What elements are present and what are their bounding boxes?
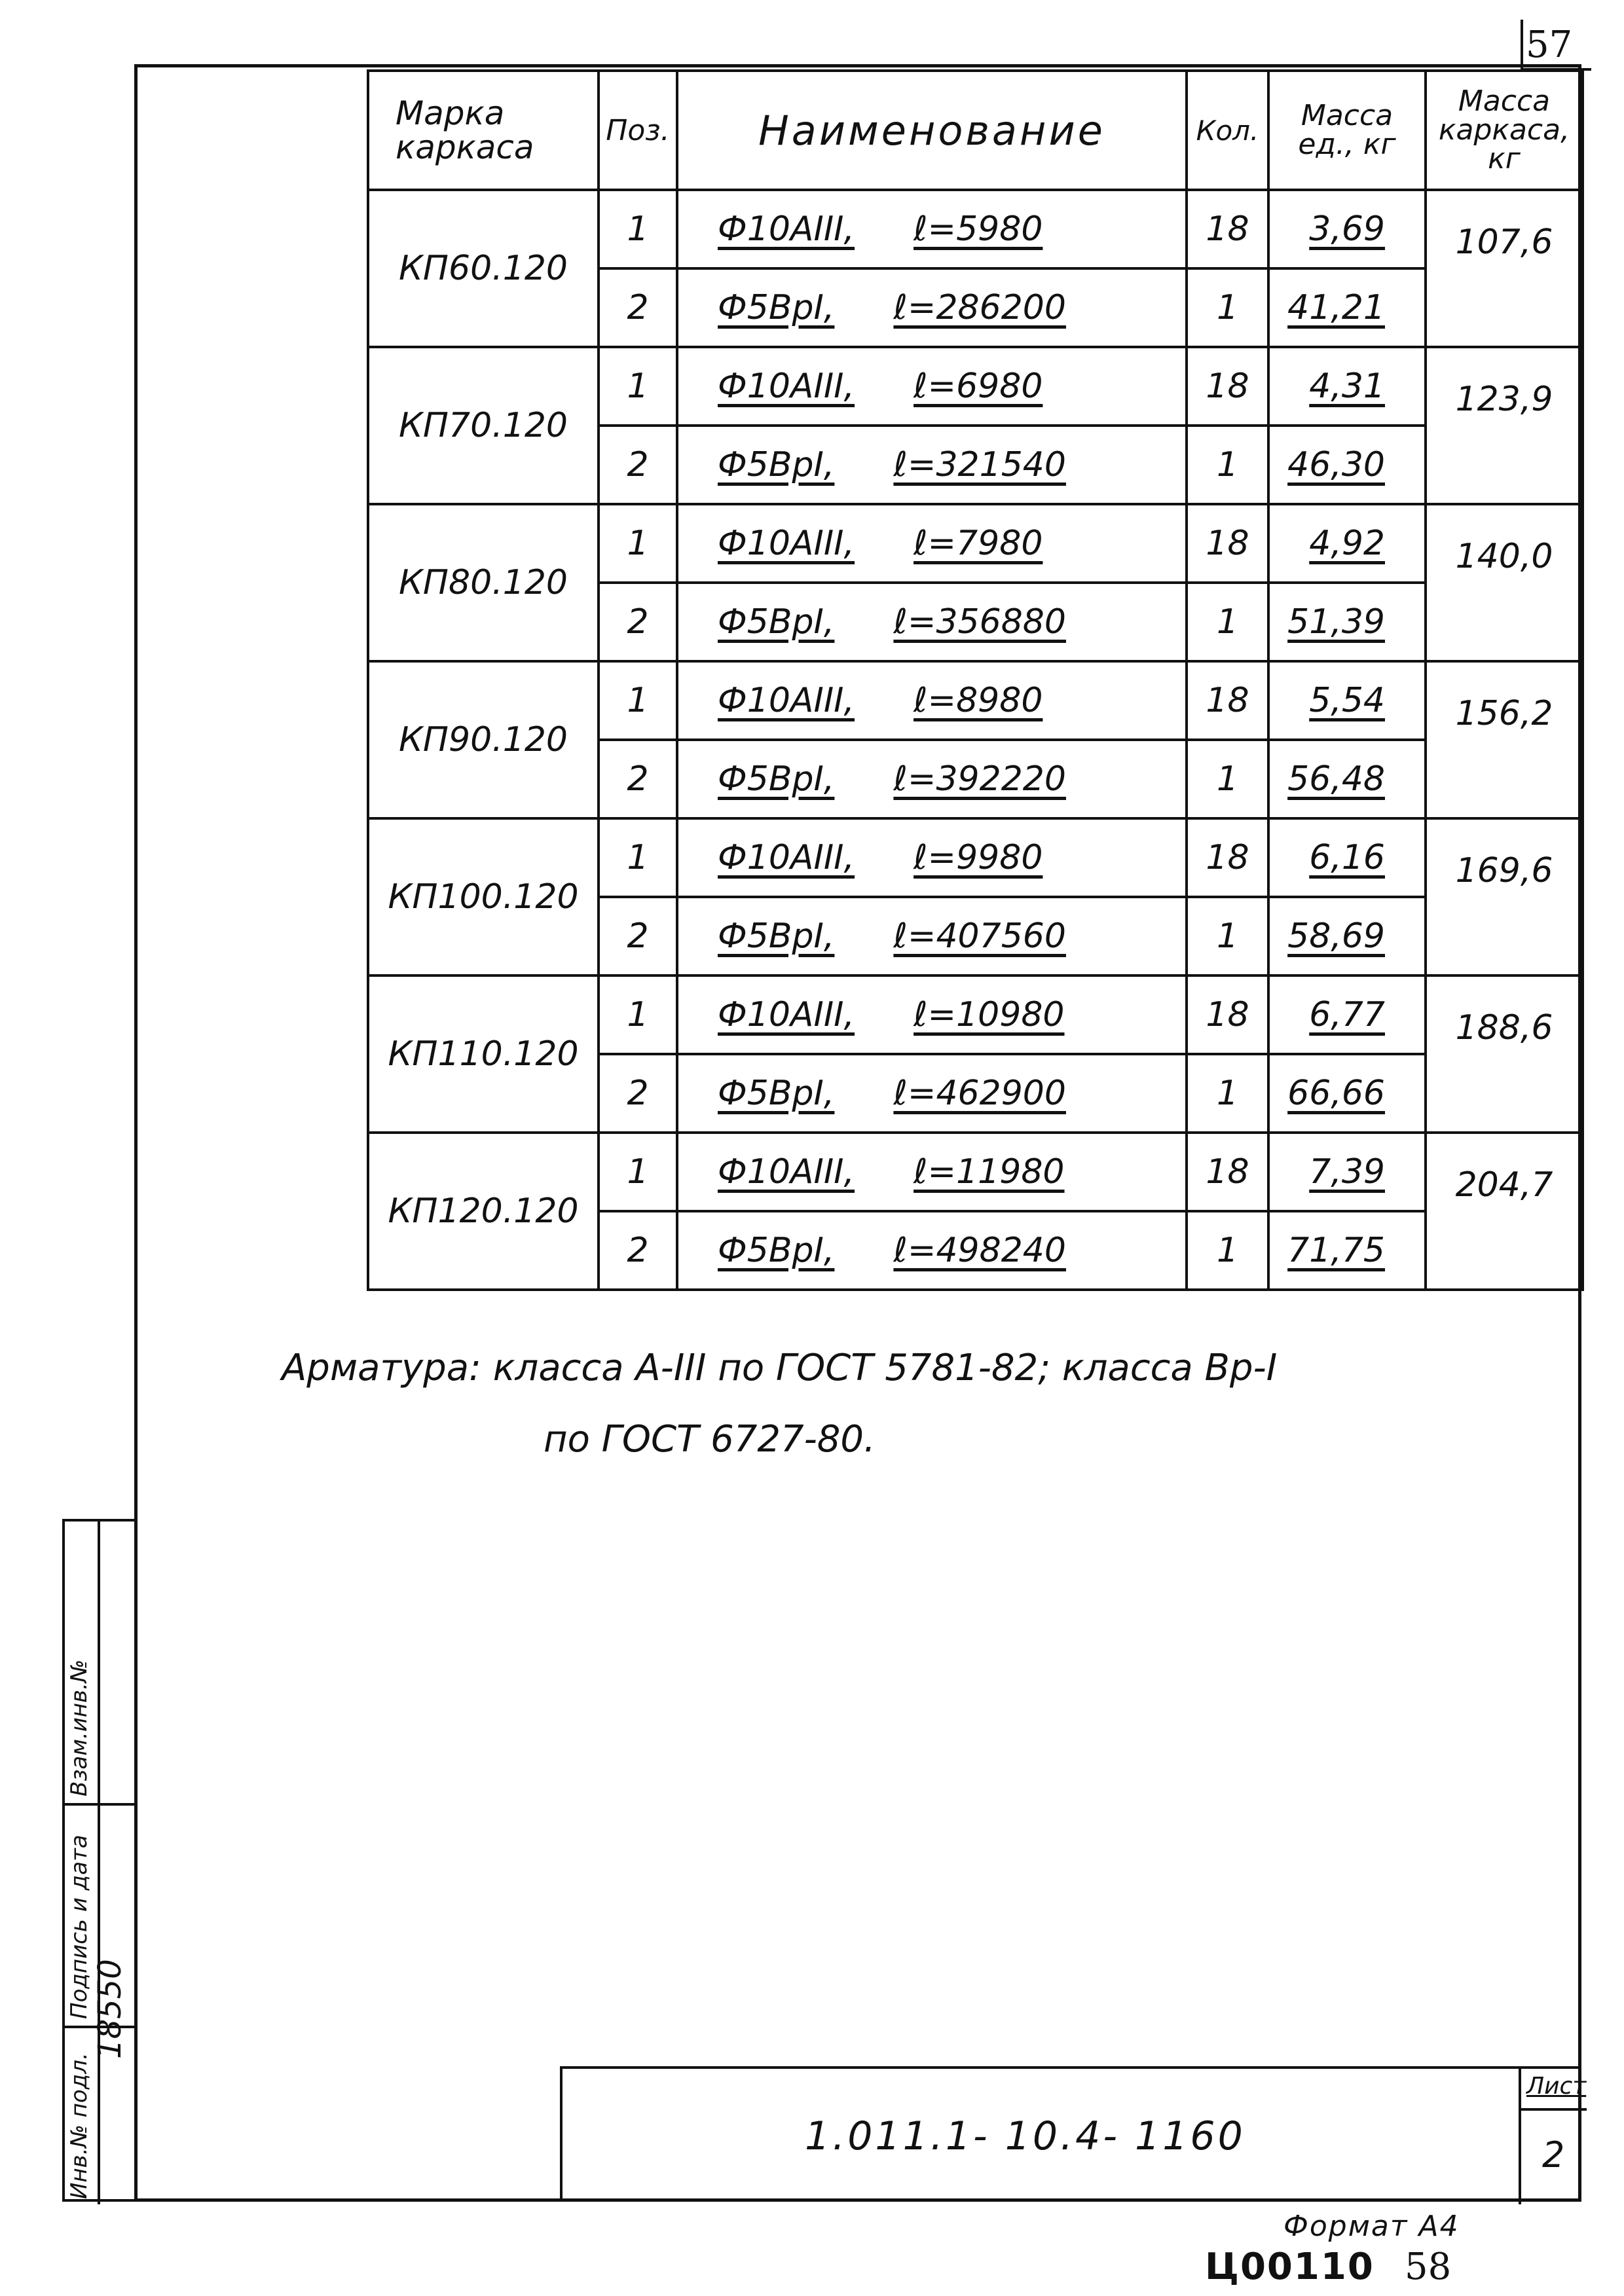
table-row bbox=[368, 504, 1583, 583]
bar-spec: Ф5ВрI, bbox=[718, 917, 835, 956]
bar-length: ℓ=392220 bbox=[893, 759, 1066, 799]
cell-mark: КП110.120 bbox=[368, 975, 599, 1133]
header-mass-unit: Масса ед., кг bbox=[1268, 71, 1426, 190]
cell-mass-unit: 66,66 bbox=[1268, 1054, 1426, 1133]
cell-pos: 2 bbox=[599, 268, 677, 347]
header-qty: Кол. bbox=[1187, 71, 1268, 190]
cell-mass-unit: 41,21 bbox=[1268, 268, 1426, 347]
bar-spec: Ф10АIII, bbox=[718, 1152, 855, 1192]
cell-name bbox=[677, 1211, 1187, 1290]
cell-mass-unit: 71,75 bbox=[1268, 1211, 1426, 1290]
header-mark: Марка каркаса bbox=[368, 71, 599, 190]
bar-spec: Ф5ВрI, bbox=[718, 759, 835, 799]
table-row bbox=[368, 975, 1583, 1054]
bar-length: ℓ=498240 bbox=[893, 1231, 1066, 1270]
table-row bbox=[368, 347, 1583, 426]
cell-name bbox=[677, 740, 1187, 818]
archive-code: Ц00110 bbox=[1205, 2246, 1375, 2288]
bar-spec: Ф10АIII, bbox=[718, 681, 855, 720]
bar-spec: Ф5ВрI, bbox=[718, 445, 835, 484]
sheet-divider bbox=[1521, 2108, 1587, 2111]
cell-mass-frame: 169,6 bbox=[1426, 818, 1583, 975]
cell-mass-frame: 204,7 bbox=[1426, 1133, 1583, 1290]
cell-pos: 1 bbox=[599, 1133, 677, 1211]
sheet-number: 2 bbox=[1542, 2134, 1565, 2176]
cell-pos: 2 bbox=[599, 1211, 677, 1290]
cell-qty: 1 bbox=[1187, 583, 1268, 661]
table-row bbox=[368, 661, 1583, 740]
title-block bbox=[560, 2066, 1587, 2202]
cell-mass-frame: 107,6 bbox=[1426, 190, 1583, 347]
bar-spec: Ф10АIII, bbox=[718, 210, 855, 249]
cell-name bbox=[677, 1054, 1187, 1133]
bar-length: ℓ=462900 bbox=[893, 1074, 1066, 1113]
bar-length: ℓ=11980 bbox=[913, 1152, 1065, 1192]
cell-mass-unit: 7,39 bbox=[1268, 1133, 1426, 1211]
cell-qty: 1 bbox=[1187, 897, 1268, 975]
cell-pos: 2 bbox=[599, 583, 677, 661]
table-row bbox=[368, 818, 1583, 897]
sheet-label: Лист bbox=[1526, 2073, 1587, 2100]
bar-spec: Ф5ВрI, bbox=[718, 1231, 835, 1270]
bar-length: ℓ=356880 bbox=[893, 602, 1066, 642]
cell-qty: 18 bbox=[1187, 504, 1268, 583]
side-strip bbox=[62, 1519, 134, 2202]
cell-name bbox=[677, 190, 1187, 268]
table-header-row bbox=[368, 71, 1583, 190]
note-line: по ГОСТ 6727-80. bbox=[544, 1418, 876, 1461]
cell-pos: 2 bbox=[599, 426, 677, 504]
cell-qty: 1 bbox=[1187, 268, 1268, 347]
cell-name bbox=[677, 897, 1187, 975]
cell-pos: 2 bbox=[599, 897, 677, 975]
cell-pos: 1 bbox=[599, 818, 677, 897]
bar-spec: Ф5ВрI, bbox=[718, 288, 835, 327]
cell-qty: 18 bbox=[1187, 975, 1268, 1054]
cell-name bbox=[677, 268, 1187, 347]
cell-name bbox=[677, 426, 1187, 504]
bar-length: ℓ=407560 bbox=[893, 917, 1066, 956]
strip-label-inv: Инв.№ подл. bbox=[66, 2052, 92, 2199]
bar-length: ℓ=6980 bbox=[913, 367, 1043, 406]
corner-line bbox=[1521, 20, 1523, 69]
cell-mark: КП90.120 bbox=[368, 661, 599, 818]
cell-qty: 18 bbox=[1187, 190, 1268, 268]
inventory-number: 18550 bbox=[92, 1959, 128, 2059]
cell-pos: 1 bbox=[599, 661, 677, 740]
cell-mass-unit: 58,69 bbox=[1268, 897, 1426, 975]
bar-spec: Ф5ВрI, bbox=[718, 602, 835, 642]
bar-length: ℓ=321540 bbox=[893, 445, 1066, 484]
header-name: Наименование bbox=[677, 71, 1187, 190]
strip-label-replace: Взам.инв.№ bbox=[66, 1659, 92, 1796]
bar-spec: Ф10АIII, bbox=[718, 995, 855, 1034]
cell-pos: 1 bbox=[599, 975, 677, 1054]
cell-qty: 18 bbox=[1187, 1133, 1268, 1211]
sheet-box bbox=[1519, 2069, 1587, 2204]
cell-mass-frame: 156,2 bbox=[1426, 661, 1583, 818]
cell-name bbox=[677, 818, 1187, 897]
cell-mark: КП100.120 bbox=[368, 818, 599, 975]
archive-page-number: 58 bbox=[1405, 2246, 1452, 2288]
cell-name bbox=[677, 504, 1187, 583]
table-row bbox=[368, 1133, 1583, 1211]
note bbox=[282, 1332, 1277, 1475]
cell-pos: 1 bbox=[599, 190, 677, 268]
bar-length: ℓ=286200 bbox=[893, 288, 1066, 327]
bar-length: ℓ=9980 bbox=[913, 838, 1043, 877]
cell-mass-unit: 56,48 bbox=[1268, 740, 1426, 818]
cell-mass-frame: 140,0 bbox=[1426, 504, 1583, 661]
cell-qty: 18 bbox=[1187, 818, 1268, 897]
table-row bbox=[368, 190, 1583, 268]
cell-pos: 1 bbox=[599, 504, 677, 583]
cell-qty: 1 bbox=[1187, 426, 1268, 504]
cell-pos: 2 bbox=[599, 740, 677, 818]
cell-mark: КП60.120 bbox=[368, 190, 599, 347]
cell-name bbox=[677, 975, 1187, 1054]
cell-qty: 1 bbox=[1187, 1054, 1268, 1133]
bar-length: ℓ=5980 bbox=[913, 210, 1043, 249]
cell-mass-unit: 6,16 bbox=[1268, 818, 1426, 897]
bar-spec: Ф10АIII, bbox=[718, 367, 855, 406]
cell-name bbox=[677, 1133, 1187, 1211]
note-line: Арматура: класса А-III по ГОСТ 5781-82; класса Вр-I bbox=[282, 1347, 1278, 1389]
cell-qty: 1 bbox=[1187, 1211, 1268, 1290]
cell-mass-unit: 3,69 bbox=[1268, 190, 1426, 268]
cell-mass-frame: 188,6 bbox=[1426, 975, 1583, 1133]
cell-mass-unit: 46,30 bbox=[1268, 426, 1426, 504]
cell-qty: 18 bbox=[1187, 661, 1268, 740]
cell-mass-unit: 4,31 bbox=[1268, 347, 1426, 426]
strip-divider bbox=[65, 1803, 137, 1806]
cell-name bbox=[677, 583, 1187, 661]
cell-mass-unit: 4,92 bbox=[1268, 504, 1426, 583]
cell-name bbox=[677, 347, 1187, 426]
bar-spec: Ф10АIII, bbox=[718, 838, 855, 877]
header-pos: Поз. bbox=[599, 71, 677, 190]
bar-spec: Ф10АIII, bbox=[718, 524, 855, 563]
document-code: 1.011.1- 10.4- 1160 bbox=[805, 2113, 1246, 2159]
spec-table bbox=[367, 69, 1584, 1291]
page-number: 57 bbox=[1526, 24, 1573, 66]
bar-spec: Ф5ВрI, bbox=[718, 1074, 835, 1113]
strip-divider bbox=[98, 1522, 100, 2204]
bar-length: ℓ=8980 bbox=[913, 681, 1043, 720]
cell-qty: 18 bbox=[1187, 347, 1268, 426]
cell-mass-unit: 51,39 bbox=[1268, 583, 1426, 661]
cell-pos: 2 bbox=[599, 1054, 677, 1133]
cell-name bbox=[677, 661, 1187, 740]
format-note: Формат А4 bbox=[1283, 2210, 1460, 2243]
bar-length: ℓ=7980 bbox=[913, 524, 1043, 563]
cell-mark: КП120.120 bbox=[368, 1133, 599, 1290]
cell-mass-unit: 5,54 bbox=[1268, 661, 1426, 740]
strip-label-sign: Подпись и дата bbox=[66, 1834, 92, 2019]
cell-qty: 1 bbox=[1187, 740, 1268, 818]
cell-mass-frame: 123,9 bbox=[1426, 347, 1583, 504]
header-mass-frame: Масса каркаса, кг bbox=[1426, 71, 1583, 190]
cell-pos: 1 bbox=[599, 347, 677, 426]
cell-mass-unit: 6,77 bbox=[1268, 975, 1426, 1054]
cell-mark: КП80.120 bbox=[368, 504, 599, 661]
bar-length: ℓ=10980 bbox=[913, 995, 1065, 1034]
cell-mark: КП70.120 bbox=[368, 347, 599, 504]
